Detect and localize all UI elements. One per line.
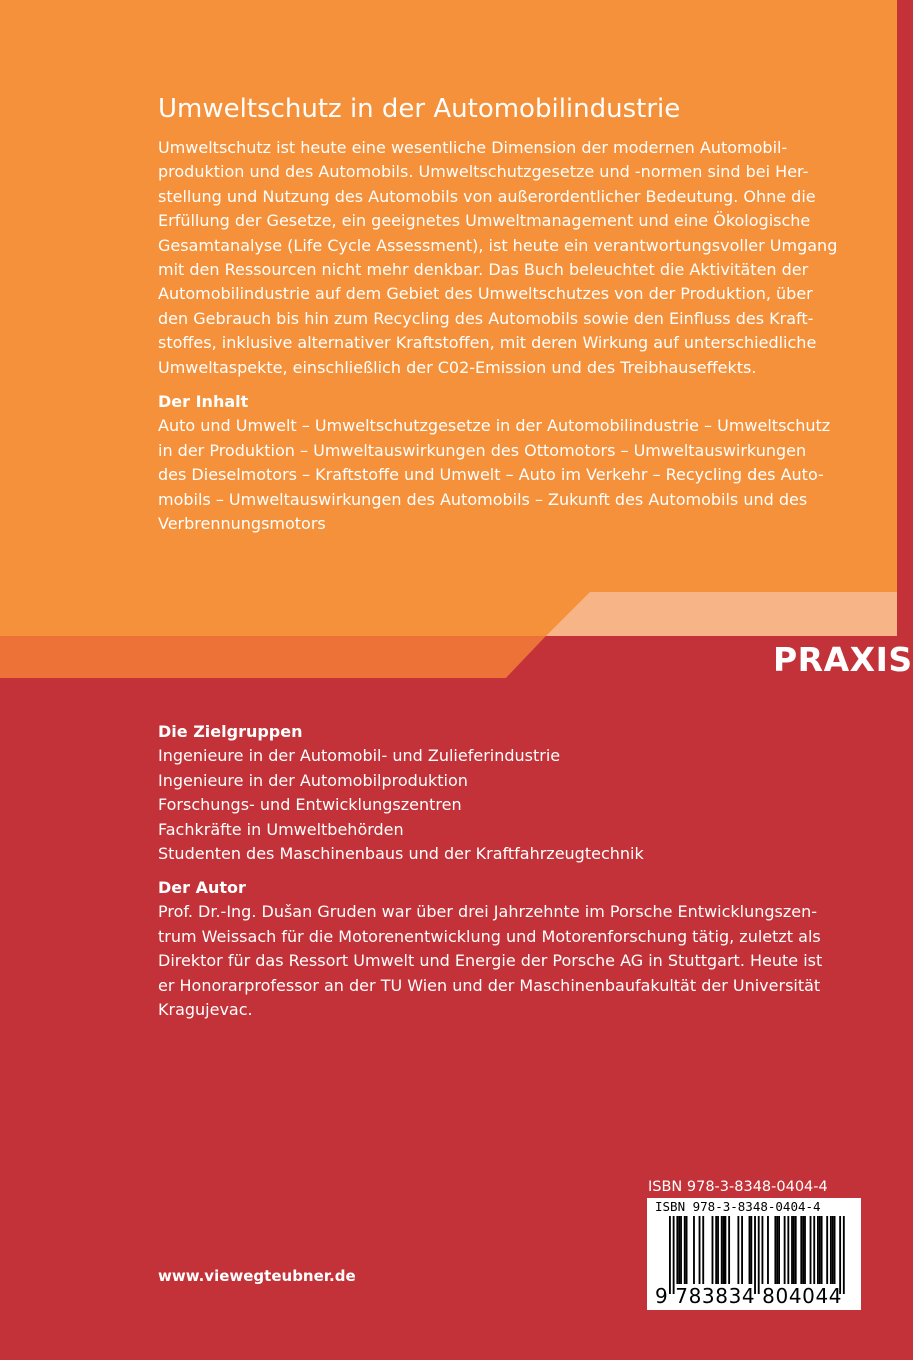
description-line: den Gebrauch bis hin zum Recycling des Automobils sowie den Einfluss des Kraft- [158,308,814,328]
barcode-bar [702,1216,704,1284]
barcode-bar [776,1216,778,1284]
barcode-bar [843,1216,845,1294]
barcode-bar [802,1216,804,1284]
target-groups-section [158,720,848,866]
content-heading: Der Inhalt [158,392,249,411]
target-group-item: Ingenieure in der Automobilproduktion [158,770,468,790]
barcode-bar [758,1216,760,1294]
barcode-bar [728,1216,730,1284]
barcode-bar [834,1216,836,1284]
barcode-isbn-text: ISBN 978-3-8348-0404-4 [655,1199,821,1214]
content-line: in der Produktion – Umweltauswirkungen des Ottomotors – Umweltauswirkungen [158,440,807,460]
barcode-bar [715,1216,717,1284]
content-line: des Dieselmotors – Kraftstoffe und Umwelt – Auto im Verkehr – Recycling des Auto- [158,465,824,485]
author-heading: Der Autor [158,878,246,897]
barcode-bar [813,1216,815,1284]
barcode-bar [749,1216,751,1284]
author-section [158,876,848,1022]
barcode-bar [673,1216,675,1294]
description-line: mit den Ressourcen nicht mehr denkbar. Das Buch beleuchtet die Aktivitäten der [158,260,809,280]
barcode-bar [778,1216,780,1284]
isbn-label: ISBN 978-3-8348-0404-4 [648,1179,828,1195]
barcode-bar [762,1216,764,1284]
barcode-bar [669,1216,671,1294]
barcode-bar [784,1216,786,1284]
description-line: produktion und des Automobils. Umweltschutzgesetze und -normen sind bei Her- [158,162,809,182]
barcode-bar [795,1216,797,1284]
description-line: stellung und Nutzung des Automobils von außerordentlicher Bedeutung. Ohne die [158,186,816,206]
barcode-bar [774,1216,776,1284]
author-line: Kragujevac. [158,1000,253,1020]
barcode-bar [830,1216,832,1284]
barcode-bar [725,1216,727,1284]
barcode-bar [791,1216,793,1284]
barcode-bar [676,1216,678,1284]
light-orange-strip [546,592,897,636]
barcode-bar [819,1216,821,1284]
barcode-bar [826,1216,828,1284]
barcode-bar [754,1216,756,1294]
barcode-bar [810,1216,812,1284]
content-line: Auto und Umwelt – Umweltschutzgesetze in der Automobilindustrie – Umweltschutz [158,416,831,436]
barcode-bar [800,1216,802,1284]
barcode-bar [750,1216,752,1284]
barcode-bar [832,1216,834,1284]
author-line: er Honorarprofessor an der TU Wien und der Maschinenbaufakultät der Universität [158,975,821,995]
description-line: stoffes, inklusive alternativer Kraftstoffen, mit deren Wirkung auf unterschiedliche [158,333,817,353]
decorative-diagonal-band [0,590,897,680]
target-group-item: Studenten des Maschinenbaus und der Kraftfahrzeugtechnik [158,844,644,864]
author-line: Direktor für das Ressort Umwelt und Energie der Porsche AG in Stuttgart. Heute ist [158,951,823,971]
author-line: Prof. Dr.-Ing. Dušan Gruden war über drei Jahrzehnte im Porsche Entwicklungszen- [158,902,818,922]
barcode-bar [821,1216,823,1284]
publisher-url[interactable]: www.viewegteubner.de [158,1267,356,1285]
description-line: Automobilindustrie auf dem Gebiet des Umweltschutzes von der Produktion, über [158,284,813,304]
barcode-bar [804,1216,806,1284]
book-title: Umweltschutz in der Automobilindustrie [158,94,681,124]
barcode-bar [767,1216,769,1284]
barcode-bar [678,1216,680,1284]
barcode-bar [723,1216,725,1284]
description [158,136,848,380]
target-groups-heading: Die Zielgruppen [158,722,303,741]
description-line: Umweltaspekte, einschließlich der C02-Emission und des Treibhauseffekts. [158,357,757,377]
barcode-bar [712,1216,714,1284]
barcode-bar [839,1216,841,1294]
description-line: Umweltschutz ist heute eine wesentliche Dimension der modernen Automobil- [158,138,788,157]
barcode-bar [699,1216,701,1284]
barcode-block [647,1198,861,1310]
target-group-item: Ingenieure in der Automobil- und Zulieferindustrie [158,746,561,766]
author-line: trum Weissach für die Motorenentwicklung und Motorenforschung tätig, zuletzt als [158,926,821,946]
content-line: Verbrennungsmotors [158,514,326,534]
mid-orange-strip [0,636,546,678]
description-line: Gesamtanalyse (Life Cycle Assessment), ist heute ein verantwortungsvoller Umgang [158,235,838,255]
barcode-bar [721,1216,723,1284]
series-label: PRAXIS [773,640,913,679]
content-line: mobils – Umweltauswirkungen des Automobils – Zukunft des Automobils und des [158,489,808,509]
barcode-bar [741,1216,743,1284]
barcode-digits: 9 783834 804044 [655,1284,843,1308]
target-group-item: Forschungs- und Entwicklungszentren [158,795,462,815]
description-line: Erfüllung der Gesetze, ein geeignetes Umweltmanagement und eine Ökologische [158,211,811,231]
barcode-bar [717,1216,719,1284]
barcode-bar [693,1216,695,1284]
barcode-bar [737,1216,739,1284]
barcode-bar [793,1216,795,1284]
barcode-bar [817,1216,819,1284]
target-group-item: Fachkräfte in Umweltbehörden [158,819,404,839]
barcode-bar [787,1216,789,1284]
content-section [158,390,848,536]
barcode-bar [686,1216,688,1284]
barcode-bar [680,1216,682,1284]
barcode-bar [684,1216,686,1284]
